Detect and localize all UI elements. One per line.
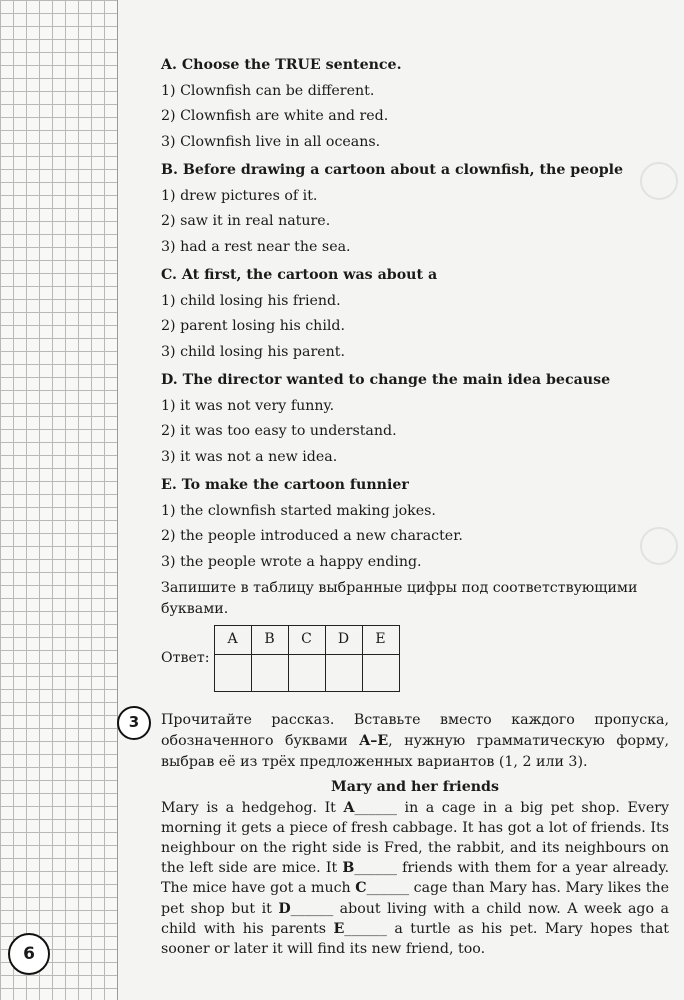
story-segment: ______ friends with them for a year already. The mice have got a much — [161, 860, 669, 897]
answer-header-d: D — [325, 626, 362, 655]
task-instruction — [161, 710, 669, 773]
answer-cell-e[interactable] — [362, 654, 399, 691]
question-b — [161, 158, 669, 260]
question-a — [161, 53, 669, 155]
option-3: 3) had a rest near the sea. — [161, 238, 351, 255]
option-2: 2) it was too easy to understand. — [161, 423, 397, 439]
option-2: 2) saw it in real nature. — [161, 213, 331, 229]
gap-label-c: C — [355, 880, 367, 897]
gap-label-d: D — [278, 900, 291, 917]
answer-header-c: C — [288, 626, 325, 655]
story-segment: ______ cage than Mary has. Mary likes the pet shop but it — [161, 880, 669, 917]
story-segment: ______ about living with a child now. A week ago a child with his parents — [161, 900, 669, 937]
question-title: C. At first, the cartoon was about a — [161, 267, 438, 283]
question-c — [161, 263, 669, 365]
page-number: 6 — [8, 933, 50, 975]
answer-label: Ответ: — [161, 649, 210, 666]
answer-header-b: B — [251, 626, 288, 655]
option-3: 3) it was not a new idea. — [161, 448, 338, 465]
question-e — [161, 473, 669, 575]
answer-cell-b[interactable] — [251, 654, 288, 691]
answer-header-a: A — [214, 626, 251, 655]
option-3: 3) child losing his parent. — [161, 343, 345, 360]
answer-table — [214, 625, 400, 692]
gap-label-a: A — [343, 799, 355, 816]
question-title: D. The director wanted to change the main idea because — [161, 372, 611, 388]
instruction-text: Прочитайте рассказ. Вставьте вместо каждого пропуска, обозначенного буквами — [161, 711, 669, 749]
question-title: E. To make the cartoon funnier — [161, 477, 409, 493]
option-1: 1) drew pictures of it. — [161, 187, 318, 204]
answer-cell-c[interactable] — [288, 654, 325, 691]
answer-cell-a[interactable] — [214, 654, 251, 691]
gap-label-e: E — [333, 920, 345, 937]
instruction-letters: A–E — [359, 732, 389, 749]
option-2: 2) Clownfish are white and red. — [161, 108, 389, 124]
story-title: Mary and her friends — [331, 778, 499, 795]
option-1: 1) it was not very funny. — [161, 397, 335, 414]
option-1: 1) the clownfish started making jokes. — [161, 502, 436, 519]
option-2: 2) the people introduced a new character. — [161, 528, 463, 544]
gap-label-b: B — [342, 860, 355, 877]
option-3: 3) the people wrote a happy ending. — [161, 553, 422, 570]
question-title: B. Before drawing a cartoon about a clownfish, the people — [161, 162, 624, 178]
answer-cell-d[interactable] — [325, 654, 362, 691]
story-text — [161, 798, 669, 960]
option-3: 3) Clownfish live in all oceans. — [161, 133, 381, 150]
question-title: A. Choose the TRUE sentence. — [161, 57, 402, 73]
question-d — [161, 368, 669, 470]
option-1: 1) Clownfish can be different. — [161, 82, 375, 99]
option-2: 2) parent losing his child. — [161, 318, 345, 334]
answer-area — [161, 625, 669, 692]
instruction-text: , нужную грамматическую форму, выбрав её из трёх предложенных вариантов (1, 2 или 3). — [161, 732, 669, 770]
table-instruction: Запишите в таблицу выбранные цифры под соответствующими буквами. — [161, 580, 638, 617]
answer-header-e: E — [362, 626, 399, 655]
task-3 — [128, 710, 670, 960]
margin-grid — [0, 0, 118, 1000]
task-number-badge: 3 — [117, 706, 151, 740]
option-1: 1) child losing his friend. — [161, 292, 341, 309]
story-segment: ______ a turtle as his pet. Mary hopes that sooner or later it will find its new friend, too. — [161, 920, 669, 957]
page-content — [128, 52, 670, 959]
story-segment: ______ in a cage in a big pet shop. Every morning it gets a piece of fresh cabbage. It has got a lot of friends. Its neighbour on the right side is Fred, the rabbit, and its neighbours on the left side are mice. It — [161, 799, 670, 877]
story-segment: Mary is a hedgehog. It — [161, 799, 344, 816]
